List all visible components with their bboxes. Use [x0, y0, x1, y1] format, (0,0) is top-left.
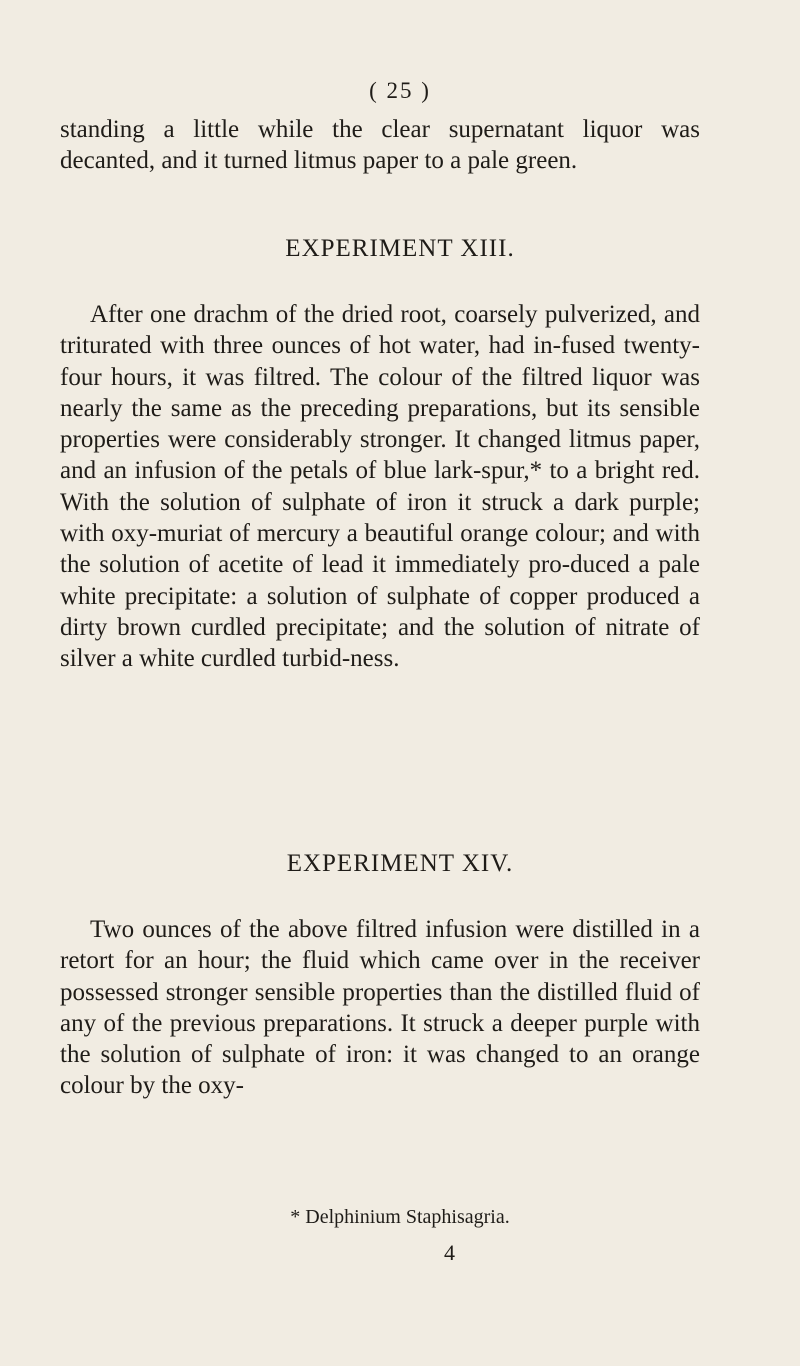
opening-paragraph: standing a little while the clear supernatant liquor was decanted, and it turned litmus paper to a pale green. — [60, 116, 700, 175]
experiment-14-heading: EXPERIMENT XIV. — [286, 850, 514, 877]
footnote: * Delphinium Staphisagria. — [290, 1206, 510, 1228]
experiment-13-paragraph: After one drachm of the dried root, coarsely pulverized, and triturated with three ounces of hot water, had in-fused twenty-four hours, it was filtred. The colour of the filtred liquor was nearly the same as the preceding preparations, but its sensible properties were considerably stronger. It changed litmus paper, and an infusion of the petals of blue lark-spur,* to a bright red. With the solution of sulphate of iron it struck a dark purple; with oxy-muriat of mercury a beautiful orange colour; and with the solution of acetite of lead it immediately pro-duced a pale white precipitate: a solution of sulphate of copper produced a dirty brown curdled precipitate; and the solution of nitrate of silver a white curdled turbid-ness. — [60, 301, 700, 673]
experiment-13-heading: EXPERIMENT XIII. — [285, 235, 515, 262]
experiment-14-paragraph: Two ounces of the above filtred infusion were distilled in a retort for an hour; the fluid which came over in the receiver possessed stronger sensible properties than the distilled fluid of any of the previous preparations. It struck a deeper purple with the solution of sulphate of iron: it was changed to an orange colour by the oxy- — [60, 916, 700, 1100]
signature-mark: 4 — [444, 1240, 455, 1265]
page-number: ( 25 ) — [369, 78, 431, 103]
